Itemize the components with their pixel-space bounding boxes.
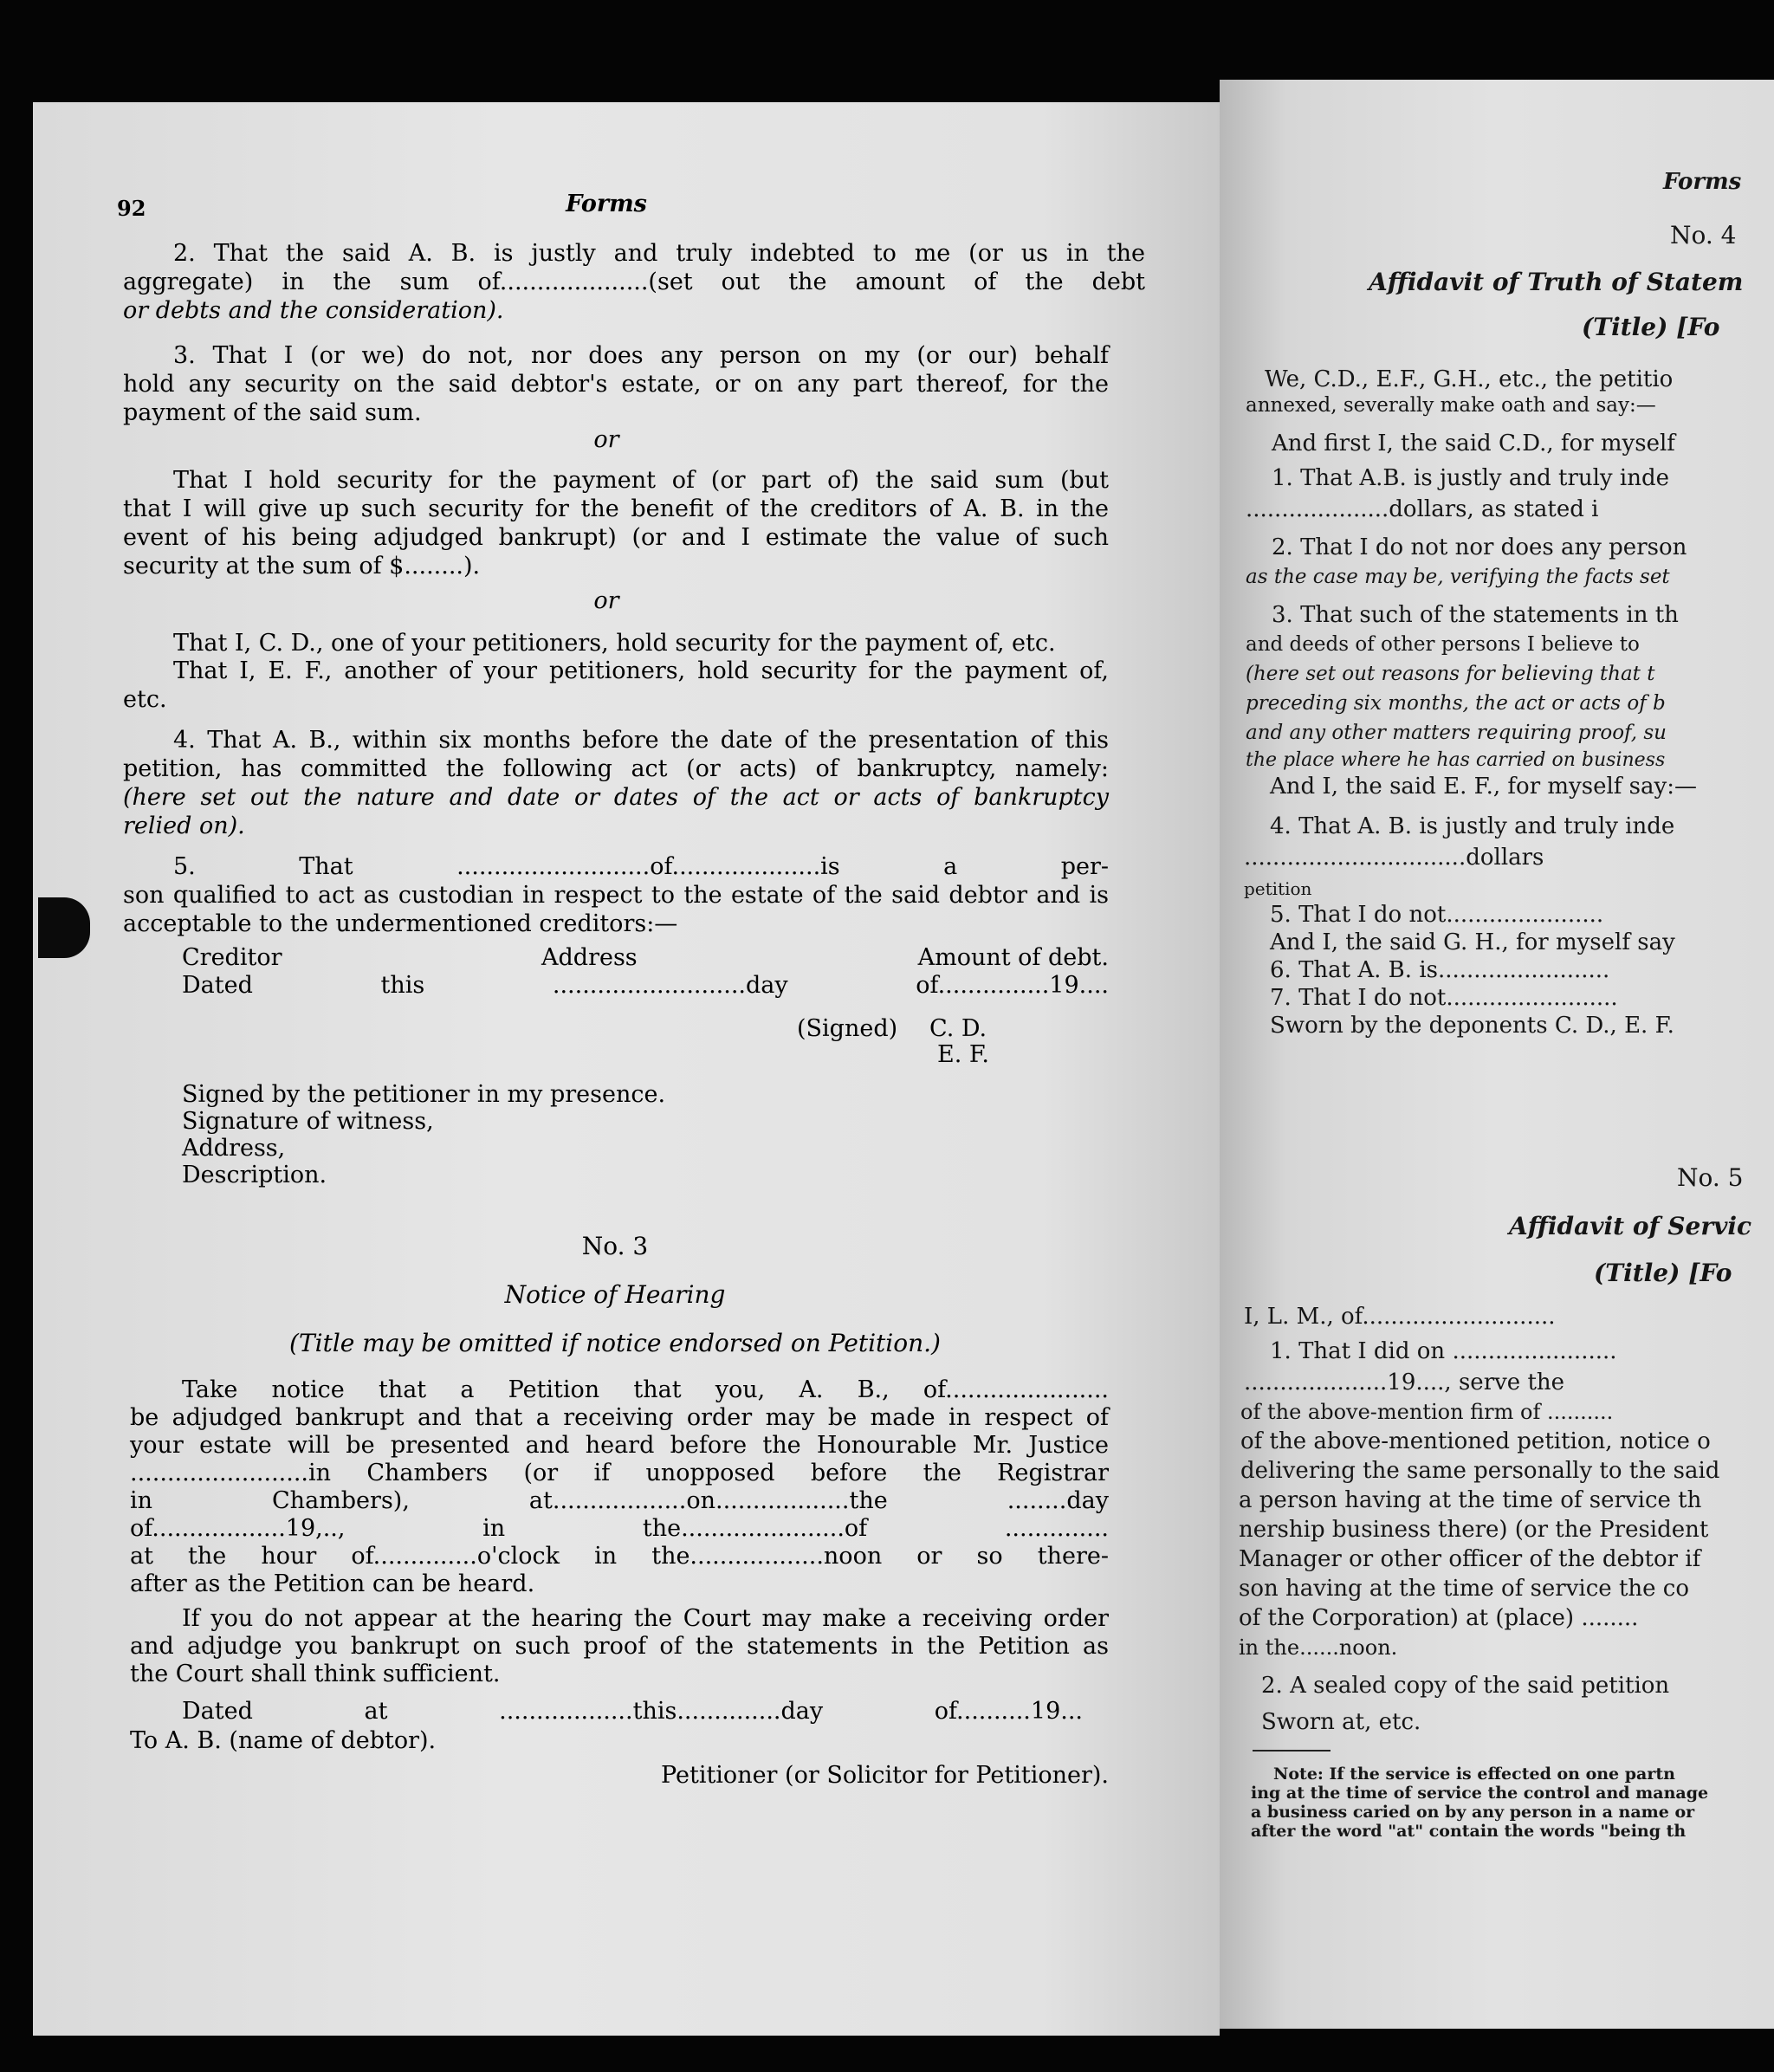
right-line-4: 1. That A.B. is justly and truly inde	[1272, 465, 1669, 491]
right-line-16: ...............................dollars	[1244, 845, 1544, 871]
right-line-22: Sworn by the deponents C. D., E. F.	[1270, 1013, 1674, 1039]
col-amount: Amount of debt.	[917, 944, 1109, 971]
dated-this: Dated this ..........................day of...............19....	[182, 972, 1109, 999]
to-ab: To A. B. (name of debtor).	[130, 1727, 437, 1754]
service-line-6: delivering the same personally to the said	[1240, 1458, 1720, 1484]
dated-at: Dated at ..................this..............day of..........19...	[182, 1698, 1083, 1725]
right-line-6: 2. That I do not nor does any person	[1272, 534, 1687, 560]
right-line-19: And I, the said G. H., for myself say	[1270, 929, 1675, 955]
right-line-14: And I, the said E. F., for myself say:—	[1270, 774, 1697, 800]
para5-line3: acceptable to the undermentioned creditors:—	[123, 910, 678, 937]
para4-line4: relied on).	[123, 813, 245, 839]
notice-line7: at the hour of..............o'clock in the..................noon or so there-	[130, 1543, 1109, 1570]
running-header: Forms	[566, 191, 647, 217]
service-line-10: son having at the time of service the co	[1239, 1576, 1690, 1602]
right-line-7: as the case may be, verifying the facts set	[1246, 566, 1670, 588]
service-line-13: 2. A sealed copy of the said petition	[1261, 1673, 1670, 1699]
right-line-10: (here set out reasons for believing that t	[1246, 663, 1655, 685]
para5-line2: son qualified to act as custodian in respect to the estate of the said debtor and is	[123, 882, 1109, 909]
right-line-2: annexed, severally make oath and say:—	[1246, 394, 1656, 417]
affidavit-truth-title: Affidavit of Truth of Statem	[1369, 268, 1744, 296]
right-running-header: Forms	[1663, 169, 1742, 195]
notice2-line2: and adjudge you bankrupt on such proof of the statements in the Petition as	[130, 1633, 1109, 1660]
para3-line3: payment of the said sum.	[123, 399, 422, 426]
security-line4: security at the sum of $........).	[123, 553, 481, 580]
page-tab-marker	[38, 897, 90, 958]
affidavit-truth-subtitle: (Title) [Fo	[1582, 313, 1720, 341]
right-line-9: and deeds of other persons I believe to	[1246, 633, 1640, 656]
form-number-5: No. 5	[1677, 1163, 1744, 1192]
right-line-21: 7. That I do not........................	[1270, 985, 1618, 1011]
witness-line3: Address,	[182, 1135, 286, 1162]
witness-line2: Signature of witness,	[182, 1108, 434, 1135]
right-line-3: And first I, the said C.D., for myself	[1272, 431, 1675, 456]
para5-line1: 5. That ..........................of....................is a per-	[173, 853, 1109, 880]
notice-line1: Take notice that a Petition that you, A. B., of......................	[182, 1376, 1109, 1403]
petitioner-signature: Petitioner (or Solicitor for Petitioner).	[661, 1762, 1109, 1789]
page-number: 92	[117, 196, 146, 221]
right-line-18: 5. That I do not......................	[1270, 902, 1604, 928]
witness-line4: Description.	[182, 1162, 327, 1188]
service-line-3: ....................19...., serve the	[1244, 1369, 1565, 1395]
right-page	[1220, 80, 1774, 2029]
para2-line1: 2. That the said A. B. is justly and truly indebted to me (or us in the	[173, 240, 1145, 267]
or-separator-2: or	[593, 587, 619, 614]
notice2-line1: If you do not appear at the hearing the Court may make a receiving order	[182, 1605, 1109, 1632]
right-line-11: preceding six months, the act or acts of b	[1246, 692, 1666, 715]
security-line3: event of his being adjudged bankrupt) (or and I estimate the value of such	[123, 524, 1109, 551]
note-line-2: ing at the time of service the control and manage	[1251, 1784, 1709, 1803]
signed-ef: E. F.	[937, 1041, 989, 1068]
col-address: Address	[541, 944, 638, 971]
service-line-9: Manager or other officer of the debtor if	[1239, 1546, 1701, 1572]
service-line-4: of the above-mention firm of ..........	[1240, 1400, 1614, 1424]
service-line-7: a person having at the time of service th	[1239, 1487, 1702, 1513]
para3-line1: 3. That I (or we) do not, nor does any person on my (or our) behalf	[173, 342, 1109, 369]
service-line-5: of the above-mentioned petition, notice o	[1240, 1428, 1711, 1454]
right-line-8: 3. That such of the statements in th	[1272, 602, 1679, 628]
note-line-1: Note: If the service is effected on one partn	[1273, 1764, 1675, 1784]
note-line-3: a business caried on by any person in a name or	[1251, 1803, 1695, 1822]
notice-title: Notice of Hearing	[504, 1280, 726, 1309]
notice-line4: ........................in Chambers (or if unopposed before the Registrar	[130, 1460, 1109, 1486]
col-creditor: Creditor	[182, 944, 282, 971]
right-line-5: ....................dollars, as stated i	[1246, 496, 1599, 522]
para-ef-line2: etc.	[123, 686, 167, 713]
right-line-12: and any other matters requiring proof, su	[1246, 722, 1667, 744]
para3-line2: hold any security on the said debtor's estate, or on any part thereof, for the	[123, 371, 1109, 398]
form-number-4: No. 4	[1670, 221, 1737, 249]
right-line-15: 4. That A. B. is justly and truly inde	[1270, 813, 1675, 839]
notice-line8: after as the Petition can be heard.	[130, 1570, 535, 1597]
service-line-8: nership business there) (or the President	[1239, 1517, 1709, 1543]
notice-line6: of..................19,.., in the......................of ..............	[130, 1515, 1109, 1542]
para4-line3: (here set out the nature and date or dates of the act or acts of bankruptcy	[123, 784, 1109, 811]
affidavit-service-subtitle: (Title) [Fo	[1594, 1259, 1732, 1287]
para-ef-line1: That I, E. F., another of your petitioners, hold security for the payment of,	[173, 657, 1109, 684]
service-line-11: of the Corporation) at (place) ........	[1239, 1605, 1639, 1631]
note-rule	[1253, 1750, 1330, 1751]
security-line1: That I hold security for the payment of (or part of) the said sum (but	[173, 467, 1109, 494]
signed-cd: C. D.	[929, 1015, 987, 1042]
para2-line2: aggregate) in the sum of....................(set out the amount of the debt	[123, 269, 1145, 295]
service-line-1: I, L. M., of...........................	[1244, 1304, 1556, 1330]
right-line-13: the place where he has carried on business	[1246, 749, 1666, 771]
notice2-line3: the Court shall think sufficient.	[130, 1661, 501, 1687]
right-line-20: 6. That A. B. is........................	[1270, 957, 1610, 983]
note-line-4: after the word "at" contain the words "being th	[1251, 1822, 1687, 1841]
para4-line2: petition, has committed the following act (or acts) of bankruptcy, namely:	[123, 755, 1109, 782]
service-line-12: in the......noon.	[1239, 1635, 1398, 1660]
notice-line3: your estate will be presented and heard before the Honourable Mr. Justice	[130, 1432, 1109, 1459]
notice-line2: be adjudged bankrupt and that a receiving order may be made in respect of	[130, 1404, 1109, 1431]
para4-line1: 4. That A. B., within six months before the date of the presentation of this	[173, 727, 1109, 754]
witness-line1: Signed by the petitioner in my presence.	[182, 1081, 666, 1108]
para-cd: That I, C. D., one of your petitioners, hold security for the payment of, etc.	[173, 630, 1056, 657]
right-line-17: petition	[1244, 878, 1312, 899]
security-line2: that I will give up such security for the benefit of the creditors of A. B. in the	[123, 495, 1109, 522]
form-number-3: No. 3	[581, 1232, 649, 1260]
affidavit-service-title: Affidavit of Servic	[1509, 1212, 1752, 1240]
notice-line5: in Chambers), at..................on..................the ........day	[130, 1487, 1109, 1514]
right-line-1: We, C.D., E.F., G.H., etc., the petitio	[1265, 366, 1674, 392]
notice-subtitle: (Title may be omitted if notice endorsed on Petition.)	[289, 1329, 941, 1357]
signed-label: (Signed)	[797, 1015, 898, 1042]
or-separator-1: or	[593, 426, 619, 453]
service-line-2: 1. That I did on .......................	[1270, 1338, 1617, 1364]
para2-line3: or debts and the consideration).	[123, 297, 504, 324]
service-line-14: Sworn at, etc.	[1261, 1709, 1421, 1735]
